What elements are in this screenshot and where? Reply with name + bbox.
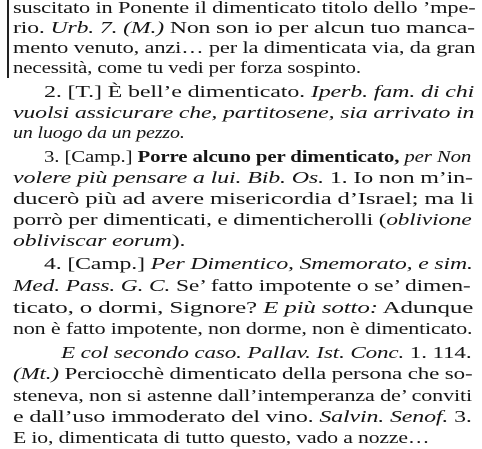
- text-line: [13, 230, 185, 251]
- text-line: [13, 318, 472, 339]
- text-line: [13, 167, 473, 188]
- plain-text: mento venuto, anzi… per la dimenticata via, da gran: [13, 38, 476, 57]
- italic-text: Med. Pass. G. C.: [13, 276, 171, 295]
- italic-text: un luogo da un pezzo.: [13, 123, 185, 142]
- text-line: [13, 0, 476, 18]
- text-line: [13, 57, 361, 78]
- plain-text: 1. Io non m’in-: [323, 168, 473, 187]
- text-line: [13, 385, 472, 406]
- text-line: [13, 102, 474, 123]
- plain-text: Adunque: [377, 298, 474, 317]
- text-line: [13, 17, 475, 38]
- italic-text: E più sotto:: [263, 298, 378, 317]
- plain-text: necessità, come tu vedi per forza sospinto.: [13, 58, 361, 77]
- italic-text: volere più pensare a lui. Bib. Os.: [13, 168, 324, 187]
- plain-text: ducerò più ad avere misericordia d’Israel; ma li: [13, 189, 474, 208]
- italic-text: (Mt.): [13, 364, 59, 383]
- text-line: [13, 275, 471, 296]
- plain-text: 3. [Camp.]: [44, 147, 138, 166]
- italic-text: oblivione: [386, 210, 472, 229]
- plain-text: Non son io per alcun tuo manca-: [164, 18, 475, 37]
- plain-text: ticato, o dormi, Signore?: [13, 298, 264, 317]
- italic-text: vuolsi assicurare che, partitosene, sia arrivato in: [13, 103, 475, 122]
- text-line: [13, 363, 472, 384]
- text-line: [44, 81, 474, 102]
- plain-text: rio.: [13, 18, 51, 37]
- text-line: [13, 188, 474, 209]
- text-line: [13, 406, 472, 427]
- plain-text: Perciocchè dimenticato della persona che so-: [58, 364, 473, 383]
- bold-text: Porre alcuno per dimenticato,: [137, 147, 400, 166]
- plain-text: suscitato in Ponente il dimenticato titolo dello ’mpe-: [13, 0, 476, 17]
- text-line: [44, 146, 471, 167]
- plain-text: E io, dimenticata di tutto questo, vado a nozze…: [13, 428, 430, 447]
- italic-text: E col secondo caso. Pallav. Ist. Conc.: [61, 343, 405, 362]
- text-line: [13, 427, 429, 448]
- text-line: [44, 253, 473, 274]
- plain-text: porrò per dimenticati, e dimenticherolli (: [13, 210, 387, 229]
- text-line: [13, 209, 471, 230]
- plain-text: steneva, non si astenne dall’intemperanza de’ conviti: [13, 386, 472, 405]
- text-line: [13, 122, 185, 143]
- italic-text: per Non: [399, 147, 472, 166]
- plain-text: 4. [Camp.]: [44, 254, 151, 273]
- italic-text: Urb. 7. (M.): [50, 18, 165, 37]
- plain-text: non è fatto impotente, non dorme, non è dimenticato.: [13, 319, 473, 338]
- italic-text: Salvin. Senof.: [319, 407, 449, 426]
- text-line: [13, 37, 475, 58]
- italic-text: Iperb. fam. di chi: [310, 82, 475, 101]
- italic-text: obliviscar eorum: [13, 231, 172, 250]
- plain-text: ).: [171, 231, 186, 250]
- margin-rule: [7, 0, 9, 78]
- plain-text: Se’ fatto impotente o se’ dimen-: [170, 276, 471, 295]
- text-line: [13, 297, 473, 318]
- plain-text: 3.: [448, 407, 472, 426]
- plain-text: e dall’uso immoderato del vino.: [13, 407, 320, 426]
- plain-text: 1. 114.: [404, 343, 472, 362]
- text-line: [61, 342, 471, 363]
- italic-text: Per Dimentico, Smemorato, e sim.: [150, 254, 473, 273]
- plain-text: 2. [T.] È bell’e dimenticato.: [44, 82, 311, 101]
